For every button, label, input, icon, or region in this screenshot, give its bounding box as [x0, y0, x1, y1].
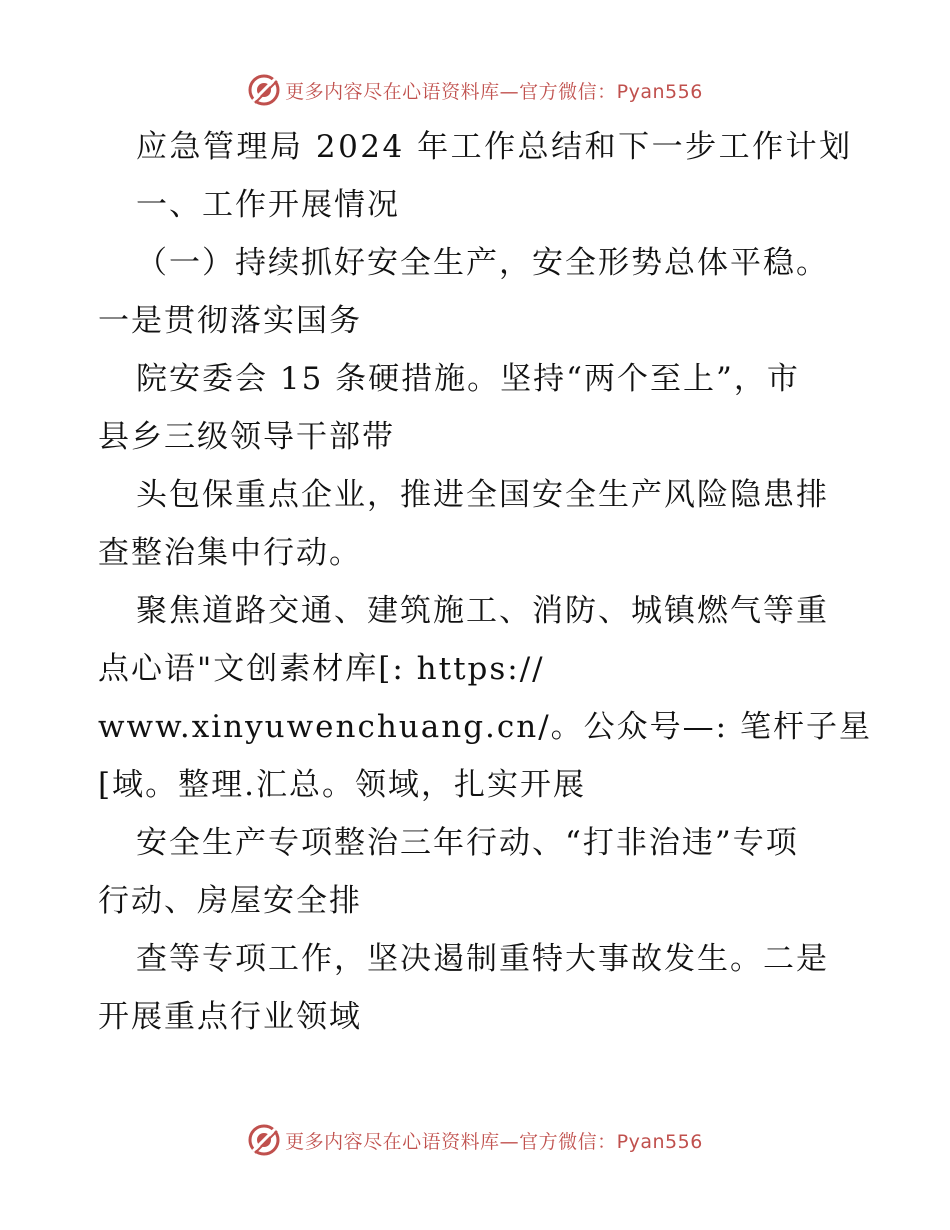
- watermark-text: 更多内容尽在心语资料库—官方微信：Pyan556: [285, 1130, 703, 1153]
- body-line: [域。整理.汇总。领域，扎实开展: [98, 767, 586, 803]
- header-watermark: [0, 70, 950, 110]
- subsection-heading: （一）持续抓好安全生产，安全形势总体平稳。: [136, 245, 829, 281]
- document-body: [98, 118, 872, 1046]
- body-line: 行动、房屋安全排: [98, 883, 362, 919]
- body-line: 头包保重点企业，推进全国安全生产风险隐患排: [136, 477, 829, 513]
- footer-watermark: [0, 1120, 950, 1160]
- body-line: 安全生产专项整治三年行动、“打非治违”专项: [136, 825, 799, 861]
- watermark-logo-icon: [247, 1123, 281, 1157]
- body-line: www.xinyuwenchuang.cn/。公众号—: 笔杆子星: [98, 709, 872, 745]
- document-title: 应急管理局 2024 年工作总结和下一步工作计划: [136, 129, 853, 165]
- body-line: 院安委会 15 条硬措施。坚持“两个至上”，市: [136, 361, 800, 397]
- watermark-text: 更多内容尽在心语资料库—官方微信：Pyan556: [285, 80, 703, 103]
- watermark-contact: Pyan556: [616, 1130, 703, 1153]
- body-line: 聚焦道路交通、建筑施工、消防、城镇燃气等重: [136, 593, 829, 629]
- section-heading: 一、工作开展情况: [136, 187, 400, 223]
- body-line: 查整治集中行动。: [98, 535, 362, 571]
- body-line: 点心语"文创素材库[: https://: [98, 651, 545, 687]
- watermark-contact: Pyan556: [616, 80, 703, 103]
- body-line: 开展重点行业领域: [98, 999, 362, 1035]
- body-line: 查等专项工作，坚决遏制重特大事故发生。二是: [136, 941, 829, 977]
- body-line: 一是贯彻落实国务: [98, 303, 362, 339]
- body-line: 县乡三级领导干部带: [98, 419, 395, 455]
- watermark-logo-icon: [247, 73, 281, 107]
